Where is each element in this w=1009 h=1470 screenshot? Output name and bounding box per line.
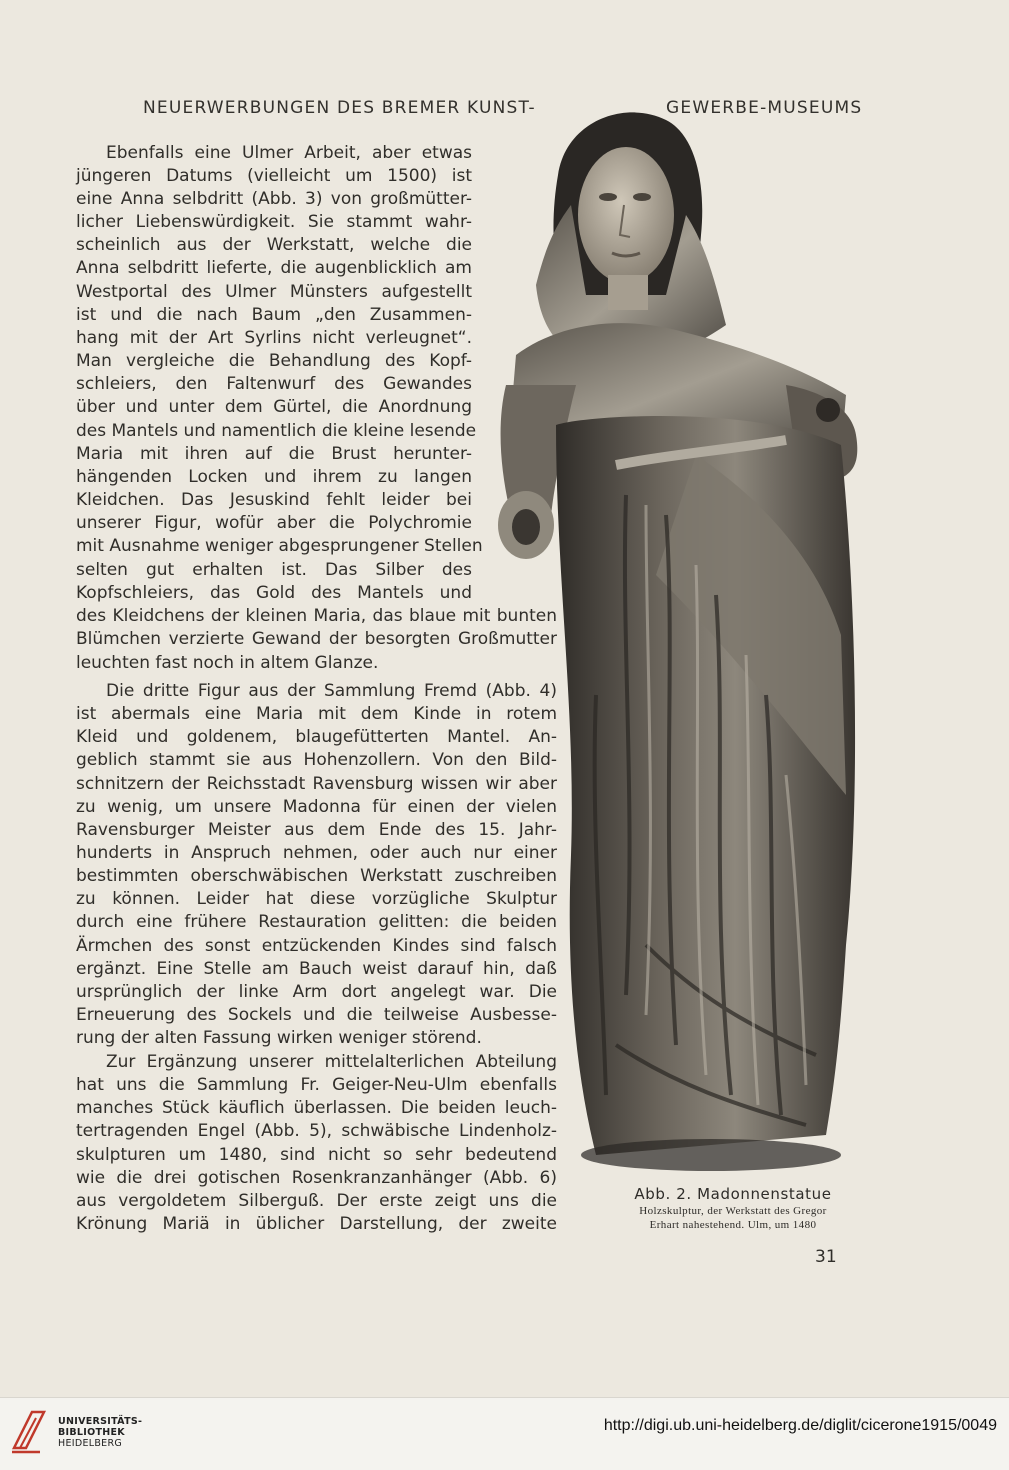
text-line: hat uns die Sammlung Fr. Geiger-Neu-Ulm ebenfalls bbox=[76, 1075, 557, 1095]
text-line: Kopfschleiers, das Gold des Mantels und bbox=[76, 583, 472, 603]
figure-caption-line: Holzskulptur, der Werkstatt des Gregor bbox=[639, 1205, 827, 1217]
text-line: Kleidchen. Das Jesuskind fehlt leider bei bbox=[76, 490, 472, 510]
running-header-left: NEUERWERBUNGEN DES BREMER KUNST- bbox=[143, 98, 536, 118]
text-line: Ärmchen des sonst entzückenden Kindes sind falsch bbox=[76, 936, 557, 956]
text-line: mit Ausnahme weniger abgesprungener Stellen bbox=[76, 536, 483, 556]
text-line: Erneuerung des Sockels und die teilweise Ausbesse- bbox=[76, 1005, 557, 1025]
text-line: ist und die nach Baum „den Zusammen- bbox=[76, 305, 472, 325]
text-line: rung der alten Fassung wirken weniger störend. bbox=[76, 1028, 482, 1048]
text-line: Zur Ergänzung unserer mittelalterlichen Abteilung bbox=[106, 1052, 557, 1072]
madonna-statue-figure bbox=[496, 95, 876, 1185]
text-line: Kleid und goldenem, blaugefütterten Mantel. An- bbox=[76, 727, 557, 747]
text-line: geblich stammt sie aus Hohenzollern. Von den Bild- bbox=[76, 750, 557, 770]
text-line: Maria mit ihren auf die Brust herunter- bbox=[76, 444, 472, 464]
text-line: über und unter dem Gürtel, die Anordnung bbox=[76, 397, 472, 417]
text-line: selten gut erhalten ist. Das Silber des bbox=[76, 560, 472, 580]
text-line: Ravensburger Meister aus dem Ende des 15. Jahr- bbox=[76, 820, 557, 840]
text-line: ergänzt. Eine Stelle am Bauch weist darauf hin, daß bbox=[76, 959, 557, 979]
text-line: hang mit der Art Syrlins nicht verleugnet“. bbox=[76, 328, 472, 348]
text-line: eine Anna selbdritt (Abb. 3) von großmütter- bbox=[76, 189, 472, 209]
text-line: jüngeren Datums (vielleicht um 1500) ist bbox=[76, 166, 472, 186]
text-line: des Mantels und namentlich die kleine lesende bbox=[76, 421, 477, 441]
text-line: licher Liebenswürdigkeit. Sie stammt wahr- bbox=[76, 212, 472, 232]
text-line: des Kleidchens der kleinen Maria, das blaue mit bunten bbox=[76, 606, 557, 626]
institution-name: HEIDELBERG bbox=[58, 1438, 123, 1449]
text-line: bestimmten oberschwäbischen Werkstatt zuschreiben bbox=[76, 866, 557, 886]
text-line: ist abermals eine Maria mit dem Kinde in rotem bbox=[76, 704, 557, 724]
text-line: unserer Figur, wofür aber die Polychromie bbox=[76, 513, 472, 533]
permalink-url[interactable]: http://digi.ub.uni-heidelberg.de/diglit/cicerone1915/0049 bbox=[603, 1417, 997, 1434]
text-line: Ebenfalls eine Ulmer Arbeit, aber etwas bbox=[106, 143, 472, 163]
text-line: zu wenig, um unsere Madonna für einen der vielen bbox=[76, 797, 557, 817]
running-header-right: GEWERBE-MUSEUMS bbox=[666, 98, 863, 118]
text-line: aus vergoldetem Silberguß. Der erste zeigt uns die bbox=[76, 1191, 557, 1211]
text-line: Die dritte Figur aus der Sammlung Fremd (Abb. 4) bbox=[106, 681, 557, 701]
text-line: Anna selbdritt lieferte, die augenblicklich am bbox=[76, 258, 472, 278]
text-line: skulpturen um 1480, sind nicht so sehr bedeutend bbox=[76, 1145, 557, 1165]
text-line: Blümchen verzierte Gewand der besorgten Großmutter bbox=[76, 629, 557, 649]
text-line: manches Stück käuflich überlassen. Die beiden leuch- bbox=[76, 1098, 557, 1118]
figure-caption-title: Abb. 2. Madonnenstatue bbox=[634, 1185, 832, 1203]
text-line: ursprünglich der linke Arm dort angelegt war. Die bbox=[76, 982, 557, 1002]
text-line: leuchten fast noch in altem Glanze. bbox=[76, 653, 379, 673]
text-line: Westportal des Ulmer Münsters aufgestellt bbox=[76, 282, 472, 302]
text-line: tertragenden Engel (Abb. 5), schwäbische Lindenholz- bbox=[76, 1121, 557, 1141]
text-line: scheinlich aus der Werkstatt, welche die bbox=[76, 235, 472, 255]
text-line: hunderts in Anspruch nehmen, oder auch nur einer bbox=[76, 843, 557, 863]
figure-caption-line: Erhart nahestehend. Ulm, um 1480 bbox=[649, 1219, 817, 1231]
library-footer bbox=[0, 1397, 1009, 1470]
text-line: schleiers, den Faltenwurf des Gewandes bbox=[76, 374, 472, 394]
text-line: Man vergleiche die Behandlung des Kopf- bbox=[76, 351, 472, 371]
library-logo-icon[interactable] bbox=[10, 1408, 48, 1456]
institution-name: BIBLIOTHEK bbox=[58, 1427, 125, 1438]
page-number: 31 bbox=[815, 1247, 837, 1267]
institution-name: UNIVERSITÄTS- bbox=[58, 1416, 143, 1427]
text-line: wie die drei gotischen Rosenkranzanhänger (Abb. 6) bbox=[76, 1168, 557, 1188]
text-line: durch eine frühere Restauration gelitten: die beiden bbox=[76, 912, 557, 932]
text-line: Krönung Mariä in üblicher Darstellung, der zweite bbox=[76, 1214, 557, 1234]
text-line: zu können. Leider hat diese vorzügliche Skulptur bbox=[76, 889, 557, 909]
text-line: hängenden Locken und ihrem zu langen bbox=[76, 467, 472, 487]
text-line: schnitzern der Reichsstadt Ravensburg wissen wir aber bbox=[76, 774, 557, 794]
